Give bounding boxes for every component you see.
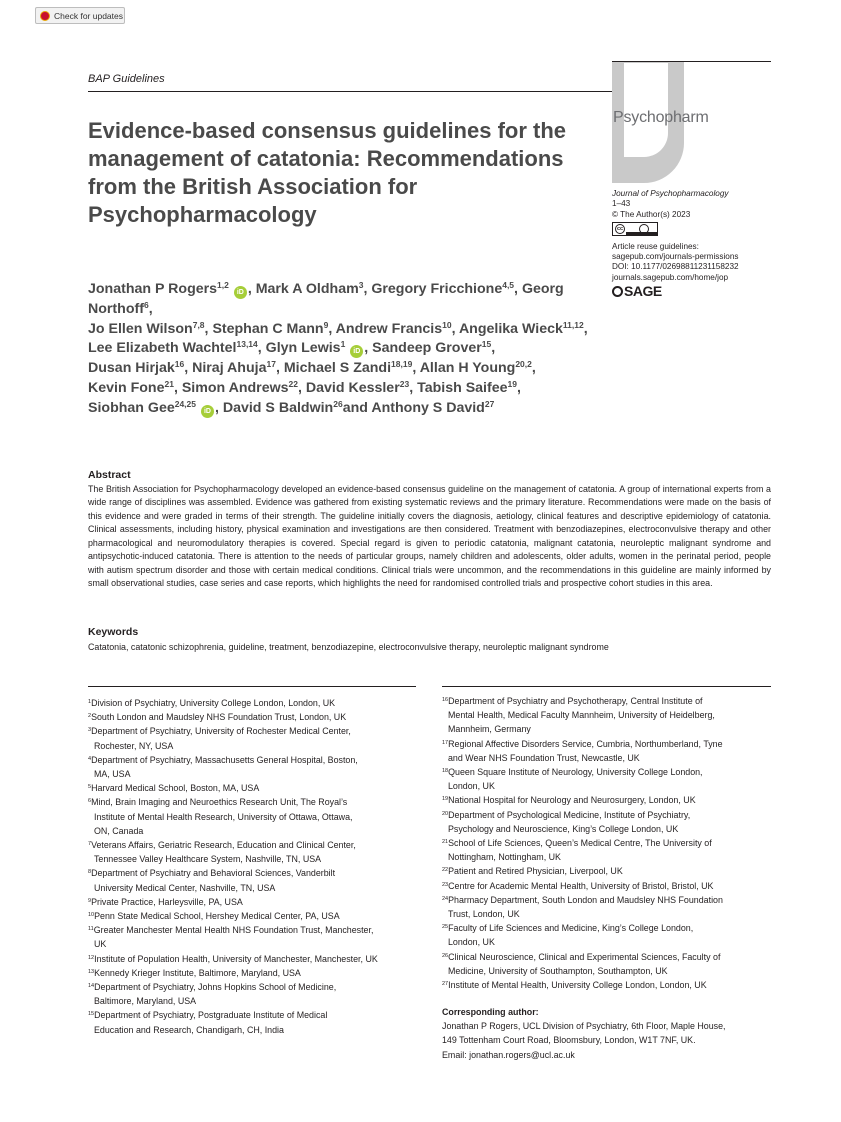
affiliation-item: [88, 952, 420, 966]
affiliation-item: [442, 694, 774, 737]
affiliation-text: Trust, London, UK: [448, 909, 520, 920]
affiliation-item: [442, 808, 774, 836]
affiliation-text: Medicine, University of Southampton, Southampton, UK: [448, 965, 668, 976]
affiliation-text: ON, Canada: [94, 825, 144, 836]
affiliation-number: 12: [88, 954, 95, 961]
author-name: Georg Northoff: [88, 281, 564, 317]
affiliation-text: Education and Research, Chandigarh, CH, India: [94, 1024, 284, 1035]
affiliation-number: 14: [88, 983, 95, 990]
author-affiliation: 15: [481, 339, 492, 350]
affiliation-text: Department of Psychiatry and Behavioral Sciences, Vanderbilt: [91, 868, 336, 879]
affiliation-number: 8: [88, 869, 92, 876]
author-affiliation: 24,25: [174, 398, 196, 409]
affiliation-text: London, UK: [448, 781, 495, 792]
affiliation-text: Harvard Medical School, Boston, MA, USA: [91, 783, 260, 794]
affiliation-text: UK: [94, 939, 107, 950]
affiliation-item: [88, 753, 420, 781]
affiliation-text: London, UK: [448, 937, 495, 948]
affiliation-number: 1: [88, 699, 92, 705]
affiliation-text: Institute of Mental Health Research, University of Ottawa, Ottawa,: [94, 811, 353, 822]
affiliation-number: 22: [442, 867, 449, 874]
author-affiliation: 10: [442, 319, 452, 330]
affiliation-text: Patient and Retired Physician, Liverpool, UK: [448, 866, 623, 877]
affiliation-item: [442, 879, 774, 893]
reuse-link[interactable]: sagepub.com/journals-permissions: [612, 252, 739, 262]
check-for-updates-button[interactable]: [35, 7, 125, 24]
affiliation-number: 15: [88, 1011, 95, 1018]
affiliation-number: 9: [88, 897, 92, 904]
affiliation-item: [88, 966, 420, 980]
orcid-icon[interactable]: iD: [350, 345, 363, 358]
affiliation-number: 6: [88, 798, 92, 805]
affiliation-number: 23: [442, 881, 449, 888]
affiliation-item: [88, 838, 420, 866]
affiliation-text: Department of Psychiatry and Psychotherapy, Central Institute of: [448, 696, 703, 706]
author-name: Jonathan P Rogers: [88, 281, 218, 297]
affiliation-number: 3: [88, 727, 92, 734]
affiliation-item: [88, 909, 420, 923]
author-name: Gregory Fricchione: [371, 281, 503, 297]
author-affiliation: 11,12: [562, 319, 584, 330]
affiliation-item: [442, 864, 774, 878]
affiliations-right: [442, 694, 774, 992]
check-updates-label: Check for updates: [54, 11, 123, 21]
affiliation-text: School of Life Sciences, Queen’s Medical Centre, The University of: [448, 838, 712, 849]
author-affiliation: 13,14: [236, 339, 258, 350]
affiliation-number: 27: [442, 981, 449, 988]
affiliation-text: Department of Psychiatry, Massachusetts General Hospital, Boston,: [91, 754, 358, 765]
affiliation-text: Faculty of Life Sciences and Medicine, King’s College London,: [448, 923, 694, 934]
affiliation-text: Private Practice, Harleysville, PA, USA: [91, 896, 243, 907]
affiliation-item: [88, 895, 420, 909]
affiliation-text: Clinical Neuroscience, Clinical and Experimental Sciences, Faculty of: [448, 951, 721, 962]
affiliation-item: [88, 923, 420, 951]
author-list: Jonathan P Rogers$^{1,2}$ iD , Mark A Oldham$^3$, Gregory Fricchione$^{4,5}$, Georg Northoff$^6$, Jo Ellen Wilson$^{7,8}$, Stephan C Mann$^9$, Andrew Francis$^{10}$, Angelika Wieck$^{11,12}$, Lee Elizabeth Wachtel$^{13,14}$, Glyn Lewis$^1$ iD , Sandeep Grover$^{15}$, Dusan Hirjak$^{16}$, Niraj Ahuja$^{17}$, Michael S Zandi$^{18,19}$, Allan H Young$^{20,2}$, Kevin Fone$^{21}$, Simon Andrews$^{22}$, David Kessler$^{23}$, Tabish Saifee$^{19}$, Siobhan Gee$^{24,25}$ iD , David S Baldwin$^{26}$and Anthony S David$^{27}$: [88, 280, 588, 416]
affiliation-text: Greater Manchester Mental Health NHS Foundation Trust, Manchester,: [93, 925, 374, 936]
affiliation-item: [442, 921, 774, 949]
author-affiliation: 18,19: [391, 359, 413, 370]
author-name: Angelika Wieck: [458, 320, 563, 337]
author-affiliation: 16: [174, 359, 185, 370]
author-name: Simon Andrews: [181, 379, 289, 396]
cc-circle-icon: cc: [616, 226, 624, 233]
author-name: Michael S Zandi: [283, 360, 392, 377]
paper-title: Evidence-based consensus guidelines for the management of catatonia: Recommendations from the British Association for Psychopharmacology: [88, 118, 567, 227]
author-affiliation: 23: [399, 378, 410, 389]
author-name: Anthony S David: [371, 399, 485, 416]
author-name: Jo Ellen Wilson: [88, 320, 193, 337]
affiliation-number: 24: [442, 895, 449, 902]
affiliation-text: Nottingham, Nottingham, UK: [448, 852, 561, 863]
author-name: Dusan Hirjak: [88, 360, 175, 377]
corresponding-email[interactable]: Email: jonathan.rogers@ucl.ac.uk: [442, 1049, 575, 1060]
affiliation-number: 17: [442, 739, 449, 746]
affiliation-number: 10: [88, 912, 95, 919]
affiliation-number: 21: [442, 839, 449, 846]
affiliation-item: [88, 781, 420, 795]
affiliation-text: Tennessee Valley Healthcare System, Nashville, TN, USA: [94, 854, 322, 865]
affiliation-text: Pharmacy Department, South London and Maudsley NHS Foundation: [448, 894, 723, 905]
affiliation-text: Baltimore, Maryland, USA: [94, 996, 197, 1007]
author-affiliation: 1: [340, 339, 346, 350]
affiliation-number: 13: [88, 968, 95, 975]
affiliation-text: Department of Psychiatry, University of Rochester Medical Center,: [91, 726, 351, 737]
author-affiliation: 3: [358, 280, 364, 290]
affiliation-text: Centre for Academic Mental Health, University of Bristol, Bristol, UK: [448, 880, 714, 891]
affiliation-text: Psychology and Neuroscience, King’s College London, UK: [448, 823, 679, 834]
affiliation-item: [88, 1008, 420, 1036]
affiliation-text: Penn State Medical School, Hershey Medical Center, PA, USA: [94, 911, 340, 922]
abstract-heading: Abstract: [88, 469, 131, 481]
author-name: Siobhan Gee: [88, 399, 175, 416]
affiliation-item: [88, 724, 420, 752]
author-affiliation: 27: [484, 398, 495, 409]
keywords-body: Catatonia, catatonic schizophrenia, guideline, treatment, benzodiazepine, electroconvulsive therapy, neuroleptic malignant syndrome: [88, 642, 609, 652]
affiliation-text: Mind, Brain Imaging and Neuroethics Research Unit, The Royal’s: [91, 797, 348, 808]
author-affiliation: 17: [266, 359, 276, 370]
article-meta: [612, 189, 782, 300]
affiliation-text: Department of Psychiatry, Postgraduate Institute of Medical: [94, 1010, 328, 1021]
affiliation-item: [88, 710, 420, 724]
doi[interactable]: DOI: 10.1177/02698811231158232: [612, 262, 739, 272]
affiliations-left: [88, 696, 420, 1037]
publisher-logo: [612, 283, 782, 300]
affiliation-item: [442, 793, 774, 807]
author-name: Allan H Young: [419, 360, 516, 377]
author-affiliation: 7,8: [192, 319, 205, 330]
affiliation-number: 4: [88, 755, 92, 762]
affiliation-item: [88, 696, 420, 710]
author-affiliation: 22: [288, 378, 298, 389]
author-affiliation: 1,2: [217, 280, 229, 290]
affiliation-number: 18: [442, 768, 449, 775]
author-name: Kevin Fone: [88, 379, 165, 396]
affiliation-text: University Medical Center, Nashville, TN, USA: [94, 882, 276, 893]
header-rule: [88, 91, 612, 92]
author-name: Tabish Saifee: [417, 379, 508, 396]
author-affiliation: 4,5: [502, 280, 515, 290]
author-name: David S Baldwin: [222, 399, 334, 416]
affiliation-item: [442, 893, 774, 921]
journal-logo-text: Psychopharm: [613, 109, 709, 126]
affiliation-number: 16: [442, 697, 449, 703]
check-updates-icon: [40, 11, 50, 21]
affiliation-text: Queen Square Institute of Neurology, University College London,: [448, 767, 703, 778]
affiliation-text: and Wear NHS Foundation Trust, Newcastle, UK: [448, 752, 640, 763]
journal-name: Journal of Psychopharmacology: [612, 189, 729, 198]
author-name: Glyn Lewis: [265, 340, 341, 357]
affiliation-text: Rochester, NY, USA: [94, 740, 174, 751]
corresponding-line: Jonathan P Rogers, UCL Division of Psychiatry, 6th Floor, Maple House,: [442, 1021, 726, 1032]
affiliation-item: [442, 836, 774, 864]
affiliation-number: 11: [88, 926, 94, 933]
affiliation-number: 7: [88, 841, 92, 848]
publisher-name: SAGE: [624, 283, 662, 300]
corresponding-heading: Corresponding author:: [442, 1007, 539, 1017]
affiliation-number: 19: [442, 796, 449, 803]
affiliation-item: [88, 866, 420, 894]
corresponding-line: 149 Tottenham Court Road, Bloomsbury, London, W1T 7NF, UK.: [442, 1035, 696, 1046]
page-range: 1–43: [612, 199, 631, 209]
author-conjunction: and: [342, 399, 368, 416]
affiliation-text: MA, USA: [94, 769, 131, 780]
corresponding-author: [442, 1005, 774, 1062]
author-affiliation: 20,2: [515, 359, 532, 370]
affiliation-item: [442, 950, 774, 978]
author-name: Lee Elizabeth Wachtel: [88, 340, 237, 357]
author-name: Andrew Francis: [335, 320, 443, 337]
affiliation-text: Kennedy Krieger Institute, Baltimore, Maryland, USA: [94, 967, 301, 978]
author-name: Stephan C Mann: [212, 320, 324, 337]
section-label: BAP Guidelines: [88, 73, 165, 85]
copyright: © The Author(s) 2023: [612, 209, 691, 219]
affiliation-text: Department of Psychiatry, Johns Hopkins School of Medicine,: [94, 982, 337, 993]
journal-logo: [612, 61, 771, 183]
keywords-heading: Keywords: [88, 626, 139, 638]
author-affiliation: 9: [323, 319, 329, 330]
affiliation-item: [442, 737, 774, 765]
affiliation-text: Veterans Affairs, Geriatric Research, Education and Clinical Center,: [91, 840, 356, 851]
affiliation-item: [88, 795, 420, 838]
affiliation-text: Mannheim, Germany: [448, 724, 531, 735]
abstract-body: The British Association for Psychopharmacology developed an evidence-based consensus guideline on the management of catatonia. A group of international experts from a wide range of disciplines was assembled. Evidence was gathered from existing systematic reviews and the primary literature. Recommendations were made on the basis of this evidence and were graded in terms of their strength. The guideline initially covers the diagnosis, aetiology, clinical features and descriptive epidemiology of catatonia. Clinical assessments, including history, physical examination and investigations are then considered. Treatment with benzodiazepines, electroconvulsive therapy and other pharmacological and neuromodulatory therapies is covered. Special regard is given to periodic catatonia, malignant catatonia, neuroleptic malignant syndrome and antipsychotic-induced catatonia. There is attention to the needs of particular groups, namely children and adolescents, older adults, women in the perinatal period, people with autism spectrum disorder and those with certain medical conditions. Clinical trials were uncommon, and the recommendations in this guideline are mainly informed by small observational studies, case series and case reports, which highlights the need for randomised controlled trials and prospective cohort studies in this area.: [88, 484, 771, 589]
affiliation-text: South London and Maudsley NHS Foundation Trust, London, UK: [91, 712, 347, 723]
sage-mark-icon: [612, 286, 623, 297]
affiliation-number: 26: [442, 952, 449, 959]
author-affiliation: 21: [164, 378, 174, 389]
author-name: Mark A Oldham: [255, 281, 359, 297]
author-affiliation: 19: [507, 378, 517, 389]
author-name: Sandeep Grover: [372, 340, 482, 357]
affiliation-number: 5: [88, 784, 92, 791]
affiliation-number: 25: [442, 924, 449, 931]
orcid-icon[interactable]: iD: [201, 405, 214, 418]
reuse-label: Article reuse guidelines:: [612, 241, 699, 251]
author-affiliation: 26: [333, 398, 343, 409]
affiliation-text: Division of Psychiatry, University College London, London, UK: [91, 698, 336, 708]
affiliation-text: Mental Health, Medical Faculty Mannheim, University of Heidelberg,: [448, 710, 715, 721]
creative-commons-icon[interactable]: [612, 222, 658, 236]
affiliation-item: [442, 978, 774, 992]
affiliation-item: [442, 765, 774, 793]
affiliations-rule-left: [88, 686, 416, 687]
affiliation-text: Institute of Mental Health, University College London, London, UK: [448, 980, 707, 991]
author-name: Niraj Ahuja: [192, 360, 267, 377]
author-affiliation: 6: [143, 299, 149, 310]
affiliation-number: 2: [88, 713, 92, 720]
affiliation-text: Department of Psychological Medicine, Institute of Psychiatry,: [448, 809, 691, 820]
affiliation-item: [88, 980, 420, 1008]
affiliations-rule-right: [442, 686, 771, 687]
affiliation-text: National Hospital for Neurology and Neurosurgery, London, UK: [448, 795, 696, 806]
affiliation-text: Institute of Population Health, University of Manchester, Manchester, UK: [94, 953, 378, 964]
orcid-icon[interactable]: iD: [234, 286, 247, 299]
author-name: David Kessler: [305, 379, 400, 396]
affiliation-text: Regional Affective Disorders Service, Cumbria, Northumberland, Tyne: [448, 738, 723, 749]
journal-url[interactable]: journals.sagepub.com/home/jop: [612, 272, 729, 282]
cc-bar: [626, 232, 658, 236]
affiliation-number: 20: [442, 810, 449, 817]
